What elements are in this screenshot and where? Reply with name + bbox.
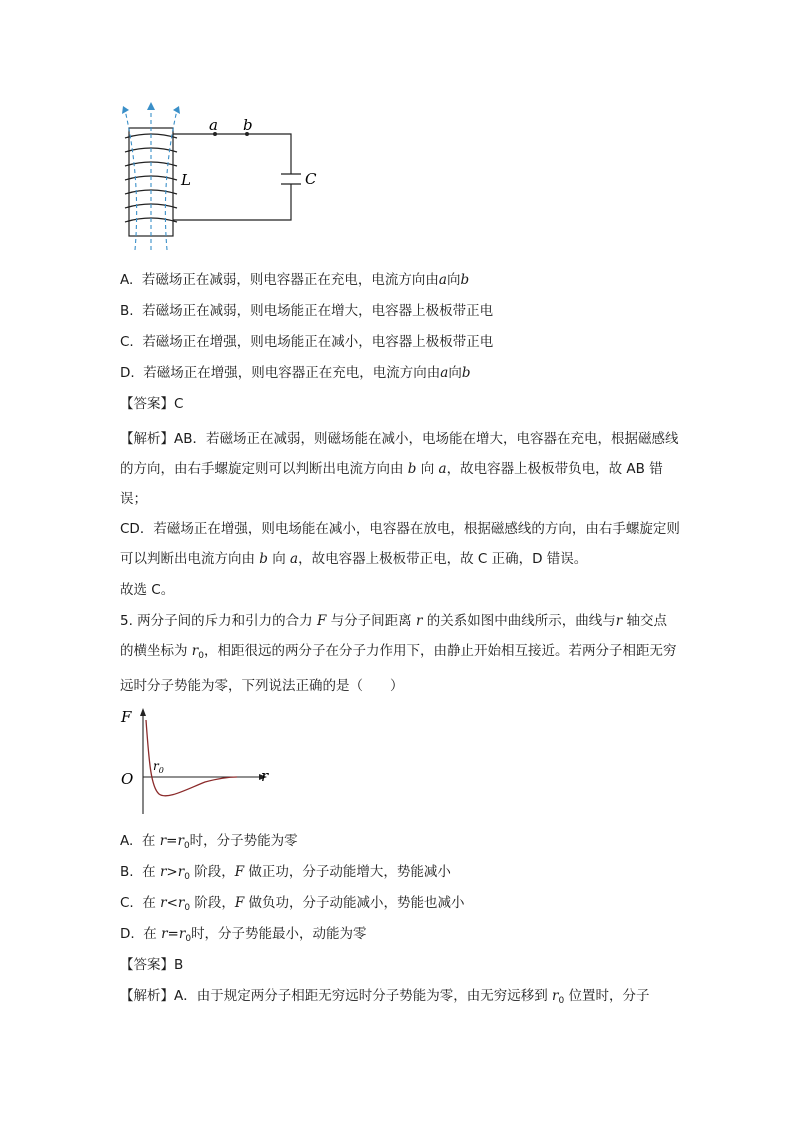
label-C: C	[305, 170, 317, 188]
label-r0: $r_0$	[153, 759, 164, 775]
field-arrowheads	[122, 102, 180, 114]
y-axis-arrow	[140, 708, 146, 716]
lc-circuit-figure	[115, 100, 325, 255]
label-r: r	[261, 767, 269, 785]
q5-option-c: C. 在 $r<r_0$ 阶段，F 做负功，分子动能减小，势能也减小	[120, 895, 465, 913]
force-distance-graph	[115, 702, 285, 820]
q4-option-b: B. 若磁场正在减弱，则电场能正在增大，电容器上极板带正电	[120, 303, 494, 319]
q4-conclusion: 故选 C。	[120, 582, 175, 598]
q4-option-d: D. 若磁场正在增强，则电容器正在充电，电流方向由a向b	[120, 365, 471, 381]
label-b: b	[243, 116, 253, 134]
q4-option-c: C. 若磁场正在增强，则电场能正在减小，电容器上极板带正电	[120, 334, 494, 350]
q5-option-b: B. 在 $r>r_0$ 阶段，F 做正功，分子动能增大，势能减小	[120, 864, 451, 882]
q5-stem: 5. 两分子间的斥力和引力的合力 F 与分子间距离 r 的关系如图中曲线所示，曲线与r 轴交点的横坐标为 $r_0$，相距很远的两分子在分子力作用下，由静止开始相互接近。若两分子相距无穷远时分子势能为零，下列说法正确的是（ ）	[120, 613, 677, 694]
graph-axes	[143, 714, 260, 814]
label-F: F	[121, 708, 132, 726]
q5-option-d: D. 在 $r=r_0$时，分子势能最小，动能为零	[120, 926, 367, 944]
q5-analysis: 【解析】A．由于规定两分子相距无穷远时分子势能为零，由无穷远移到 $r_0$ 位置时，分子	[120, 988, 650, 1006]
q4-answer: 【答案】C	[120, 396, 184, 412]
circuit-wires	[173, 134, 301, 220]
q5-answer: 【答案】B	[120, 957, 184, 973]
force-curve	[146, 720, 237, 796]
q4-analysis-cd: CD．若磁场正在增强，则电场能在减小，电容器在放电，根据磁感线的方向，由右手螺旋定则可以判断出电流方向由 b 向 a，故电容器上极板带正电，故 C 正确，D 错误。	[120, 521, 680, 567]
q4-analysis-ab: 【解析】AB．若磁场正在减弱，则磁场能在减小，电场能在增大，电容器在充电，根据磁感线的方向，由右手螺旋定则可以判断出电流方向由 b 向 a，故电容器上极板带负电，故 AB 错误；	[120, 431, 679, 507]
magnetic-field-lines	[125, 108, 177, 250]
q4-option-a: A. 若磁场正在减弱，则电容器正在充电，电流方向由a向b	[120, 272, 470, 288]
label-L: L	[181, 171, 191, 189]
label-a: a	[209, 116, 218, 134]
label-O: O	[121, 770, 134, 788]
q5-option-a: A. 在 $r=r_0$时，分子势能为零	[120, 833, 298, 851]
